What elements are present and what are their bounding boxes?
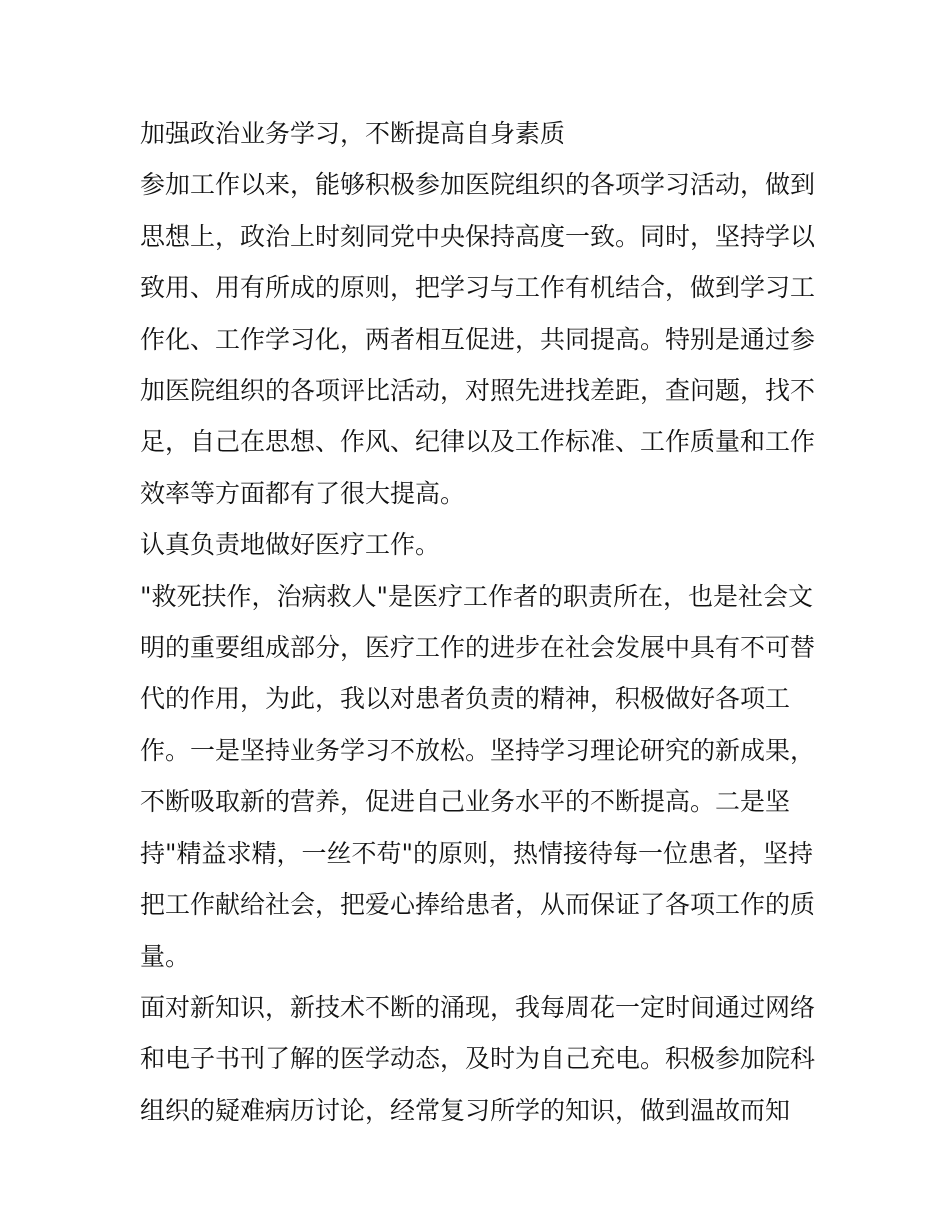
text-line: 致用、用有所成的原则，把学习与工作有机结合，做到学习工 (140, 273, 816, 303)
text-line: 持"精益求精，一丝不苟"的原则，热情接待每一位患者，坚持 (140, 838, 814, 868)
text-line: 作。一是坚持业务学习不放松。坚持学习理论研究的新成果， (140, 735, 816, 765)
text-line: 把工作献给社会，把爱心捧给患者，从而保证了各项工作的质 (140, 890, 816, 920)
text-line: 加医院组织的各项评比活动，对照先进找差距，查问题，找不 (140, 376, 816, 406)
text-line: 明的重要组成部分，医疗工作的进步在社会发展中具有不可替 (140, 633, 816, 663)
text-line: 不断吸取新的营养，促进自己业务水平的不断提高。二是坚 (140, 787, 791, 817)
text-line: 作化、工作学习化，两者相互促进，共同提高。特别是通过参 (140, 324, 816, 354)
text-line: 参加工作以来，能够积极参加医院组织的各项学习活动，做到 (140, 170, 816, 200)
section-heading-medical-work (140, 519, 820, 570)
text-line: "救死扶作，治病救人"是医疗工作者的职责所在，也是社会文 (140, 581, 814, 611)
text-line: 思想上，政治上时刻同党中央保持高度一致。同时，坚持学以 (140, 221, 816, 251)
paragraph-study-activities (140, 159, 820, 519)
paragraph-medical-duty (140, 571, 820, 982)
text-line: 面对新知识，新技术不断的涌现，我每周花一定时间通过网络 (140, 992, 816, 1022)
paragraph-new-knowledge (140, 982, 820, 1136)
document-body (140, 108, 820, 1136)
section-heading-political-study (140, 108, 820, 159)
text-line: 代的作用，为此，我以对患者负责的精神，积极做好各项工 (140, 684, 791, 714)
text-line: 足，自己在思想、作风、纪律以及工作标准、工作质量和工作 (140, 427, 816, 457)
text-line: 认真负责地做好医疗工作。 (140, 530, 441, 560)
text-line: 量。 (140, 941, 191, 971)
text-line: 和电子书刊了解的医学动态，及时为自己充电。积极参加院科 (140, 1044, 816, 1074)
text-line: 效率等方面都有了很大提高。 (140, 478, 466, 508)
text-line: 组织的疑难病历讨论，经常复习所学的知识，做到温故而知 (140, 1095, 791, 1125)
text-line: 加强政治业务学习，不断提高自身素质 (140, 119, 566, 148)
